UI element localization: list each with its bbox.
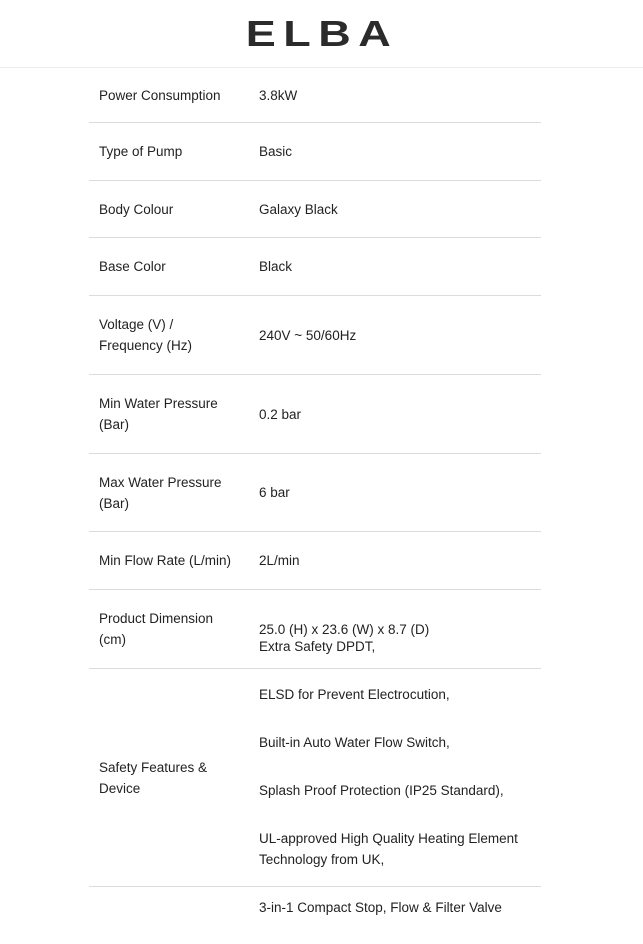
spec-row-max-water-pressure — [89, 454, 541, 532]
spec-value-list — [259, 611, 541, 944]
spec-row-voltage-frequency — [89, 296, 541, 375]
elba-logo[interactable]: ELBA — [245, 12, 398, 54]
spec-label: Product Dimension (cm) — [99, 611, 214, 647]
spec-row-body-colour — [89, 181, 541, 238]
safety-feature-item: Built-in Auto Water Flow Switch, — [259, 735, 450, 750]
spec-value: 3.8kW — [259, 87, 298, 103]
spec-label: Body Colour — [99, 201, 174, 217]
spec-label: Type of Pump — [99, 144, 183, 159]
safety-feature-item: UL-approved High Quality Heating Element Technology from UK, — [259, 831, 518, 867]
safety-feature-item: Extra Safety DPDT, — [259, 639, 376, 654]
spec-value: Galaxy Black — [259, 201, 338, 217]
spec-value: 0.2 bar — [259, 406, 302, 422]
spec-value: Black — [259, 259, 293, 274]
spec-row-base-color — [89, 238, 541, 296]
spec-value: 25.0 (H) x 23.6 (W) x 8.7 (D) — [259, 621, 430, 637]
spec-row-type-of-pump — [89, 123, 541, 181]
spec-value: Basic — [259, 144, 293, 159]
spec-label: Base Color — [99, 259, 166, 274]
spec-value: 240V ~ 50/60Hz — [259, 327, 357, 343]
page-header — [0, 0, 643, 68]
spec-row-min-flow-rate — [89, 532, 541, 590]
spec-value: 2L/min — [259, 553, 300, 568]
spec-row-safety-features — [89, 639, 541, 915]
specifications-table — [89, 68, 541, 915]
safety-feature-item: 3-in-1 Compact Stop, Flow & Filter Valve — [259, 900, 502, 915]
spec-label: Max Water Pressure (Bar) — [99, 474, 222, 511]
spec-row-min-water-pressure — [89, 375, 541, 454]
spec-label: Safety Features & Device — [99, 759, 208, 796]
safety-feature-item: ELSD for Prevent Electrocution, — [259, 687, 450, 702]
spec-label: Min Flow Rate (L/min) — [99, 553, 232, 568]
spec-label: Voltage (V) / Frequency (Hz) — [99, 317, 193, 353]
spec-row-power-consumption — [89, 68, 541, 123]
spec-label: Min Water Pressure (Bar) — [99, 396, 218, 432]
spec-label: Power Consumption — [99, 87, 221, 103]
safety-feature-item: Splash Proof Protection (IP25 Standard), — [259, 783, 504, 798]
spec-value: 6 bar — [259, 485, 290, 500]
